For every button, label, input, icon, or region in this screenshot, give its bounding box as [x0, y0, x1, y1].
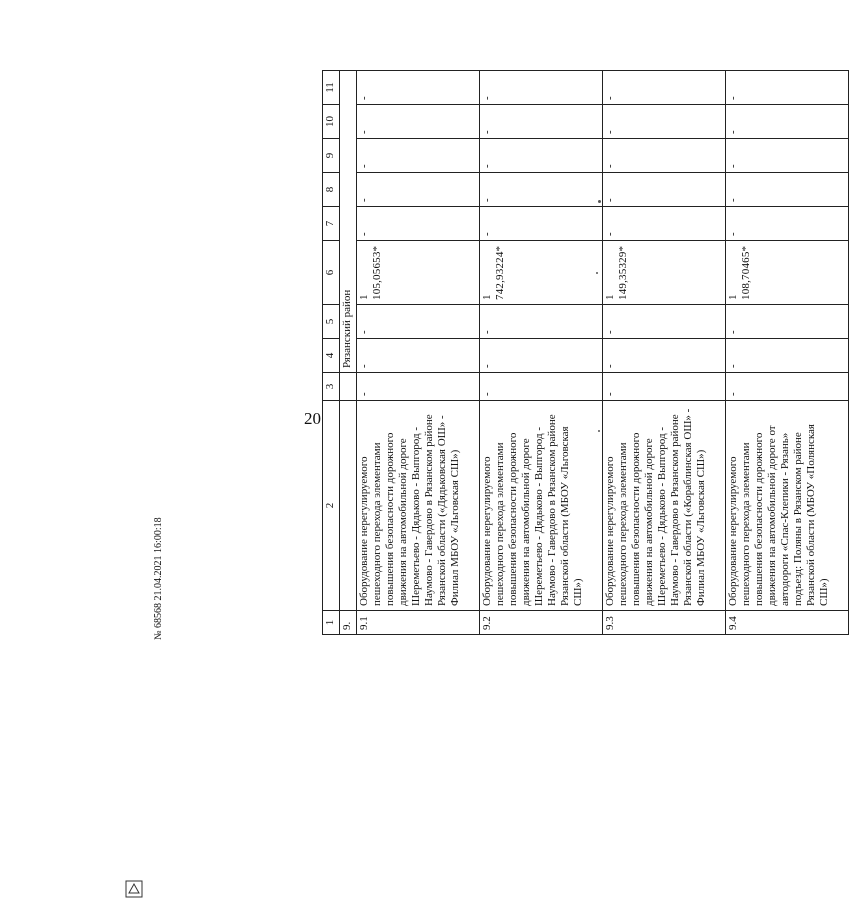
cell-dash: -: [357, 71, 480, 105]
cell-dash: -: [726, 139, 849, 173]
cell-dash: -: [726, 173, 849, 207]
row-number: 9.2: [480, 611, 603, 635]
cell-dash: -: [603, 207, 726, 241]
section-row: [340, 71, 357, 635]
data-table: [322, 70, 849, 635]
cell-dash: -: [357, 373, 480, 401]
cell-cost: 1 105,05653*: [357, 241, 480, 305]
cell-dash: -: [726, 339, 849, 373]
section-spacer: [340, 373, 357, 401]
col-header: 2: [323, 401, 340, 611]
col-header: 6: [323, 241, 340, 305]
page-number: 20: [304, 409, 321, 428]
cell-dash: -: [480, 373, 603, 401]
cell-dash: -: [726, 373, 849, 401]
cell-dash: -: [357, 105, 480, 139]
col-header: 1: [323, 611, 340, 635]
row-description: Оборудование нерегулируемого пешеходного перехода элементами повышения безопасности дорожного движения на автомобильной дороге Шереметьево - Дядьково - Выпгород - Наумово - Гавердово в Рязанском районе Рязанской области («Кораблинская ОШ» - Филиал МБОУ «Льговская СШ»): [603, 401, 726, 611]
cell-dash: -: [603, 173, 726, 207]
cell-dash: -: [357, 339, 480, 373]
cell-cost: 1 742,93224*: [480, 241, 603, 305]
col-header: 5: [323, 305, 340, 339]
row-description: Оборудование нерегулируемого пешеходного перехода элементами повышения безопасности дорожного движения на автомобильной дороге Шереметьево - Дядьково - Выпгород - Наумово - Гавердово в Рязанском районе Рязанской области («Дядьковская ОШ» - Филиал МБОУ «Льговская СШ»): [357, 401, 480, 611]
section-spacer: [340, 401, 357, 611]
cell-cost: 1 149,35329*: [603, 241, 726, 305]
cell-dash: -: [480, 305, 603, 339]
cell-dash: -: [480, 173, 603, 207]
cell-dash: -: [603, 105, 726, 139]
scan-speck: [598, 200, 601, 203]
cell-dash: -: [480, 339, 603, 373]
cell-dash: -: [603, 373, 726, 401]
row-number: 9.3: [603, 611, 726, 635]
cell-cost: 1 108,70465*: [726, 241, 849, 305]
cell-dash: -: [480, 105, 603, 139]
cell-dash: -: [726, 305, 849, 339]
col-header: 8: [323, 173, 340, 207]
scan-speck: [596, 272, 598, 274]
cell-dash: -: [480, 207, 603, 241]
cell-dash: -: [603, 339, 726, 373]
col-header: 4: [323, 339, 340, 373]
table-row: [603, 71, 726, 635]
table-row: [357, 71, 480, 635]
cell-dash: -: [480, 139, 603, 173]
cell-dash: -: [726, 71, 849, 105]
registry-stamp-icon: [125, 880, 143, 898]
cell-dash: -: [603, 305, 726, 339]
col-header: 3: [323, 373, 340, 401]
col-header: 10: [323, 105, 340, 139]
row-number: 9.4: [726, 611, 849, 635]
cell-dash: -: [357, 139, 480, 173]
cell-dash: -: [357, 305, 480, 339]
row-number: 9.1: [357, 611, 480, 635]
header-row: [323, 71, 340, 635]
section-number: 9.: [340, 611, 357, 635]
section-region: Рязанский район: [340, 71, 357, 373]
cell-dash: -: [726, 207, 849, 241]
document-registration-id: № 68568 21.04.2021 16:00:18: [153, 517, 164, 640]
table-row: [480, 71, 603, 635]
col-header: 11: [323, 71, 340, 105]
col-header: 9: [323, 139, 340, 173]
cell-dash: -: [726, 105, 849, 139]
cell-dash: -: [357, 207, 480, 241]
cell-dash: -: [603, 139, 726, 173]
scan-speck: [598, 430, 600, 432]
row-description: Оборудование нерегулируемого пешеходного перехода элементами повышения безопасности дорожного движения на автомобильной дороге от автодороги «Спас-Клепики - Рязань» подъезд: Поляны в Рязанском районе Рязанской области (МБОУ «Полянская СШ»): [726, 401, 849, 611]
cell-dash: -: [603, 71, 726, 105]
col-header: 7: [323, 207, 340, 241]
cell-dash: -: [480, 71, 603, 105]
cell-dash: -: [357, 173, 480, 207]
table-row: [726, 71, 849, 635]
row-description: Оборудование нерегулируемого пешеходного перехода элементами повышения безопасности дорожного движения на автомобильной дороге Шереметьево - Дядьково - Выпгород - Наумово - Гавердово в Рязанском районе Рязанской области (МБОУ «Льговская СШ»): [480, 401, 603, 611]
